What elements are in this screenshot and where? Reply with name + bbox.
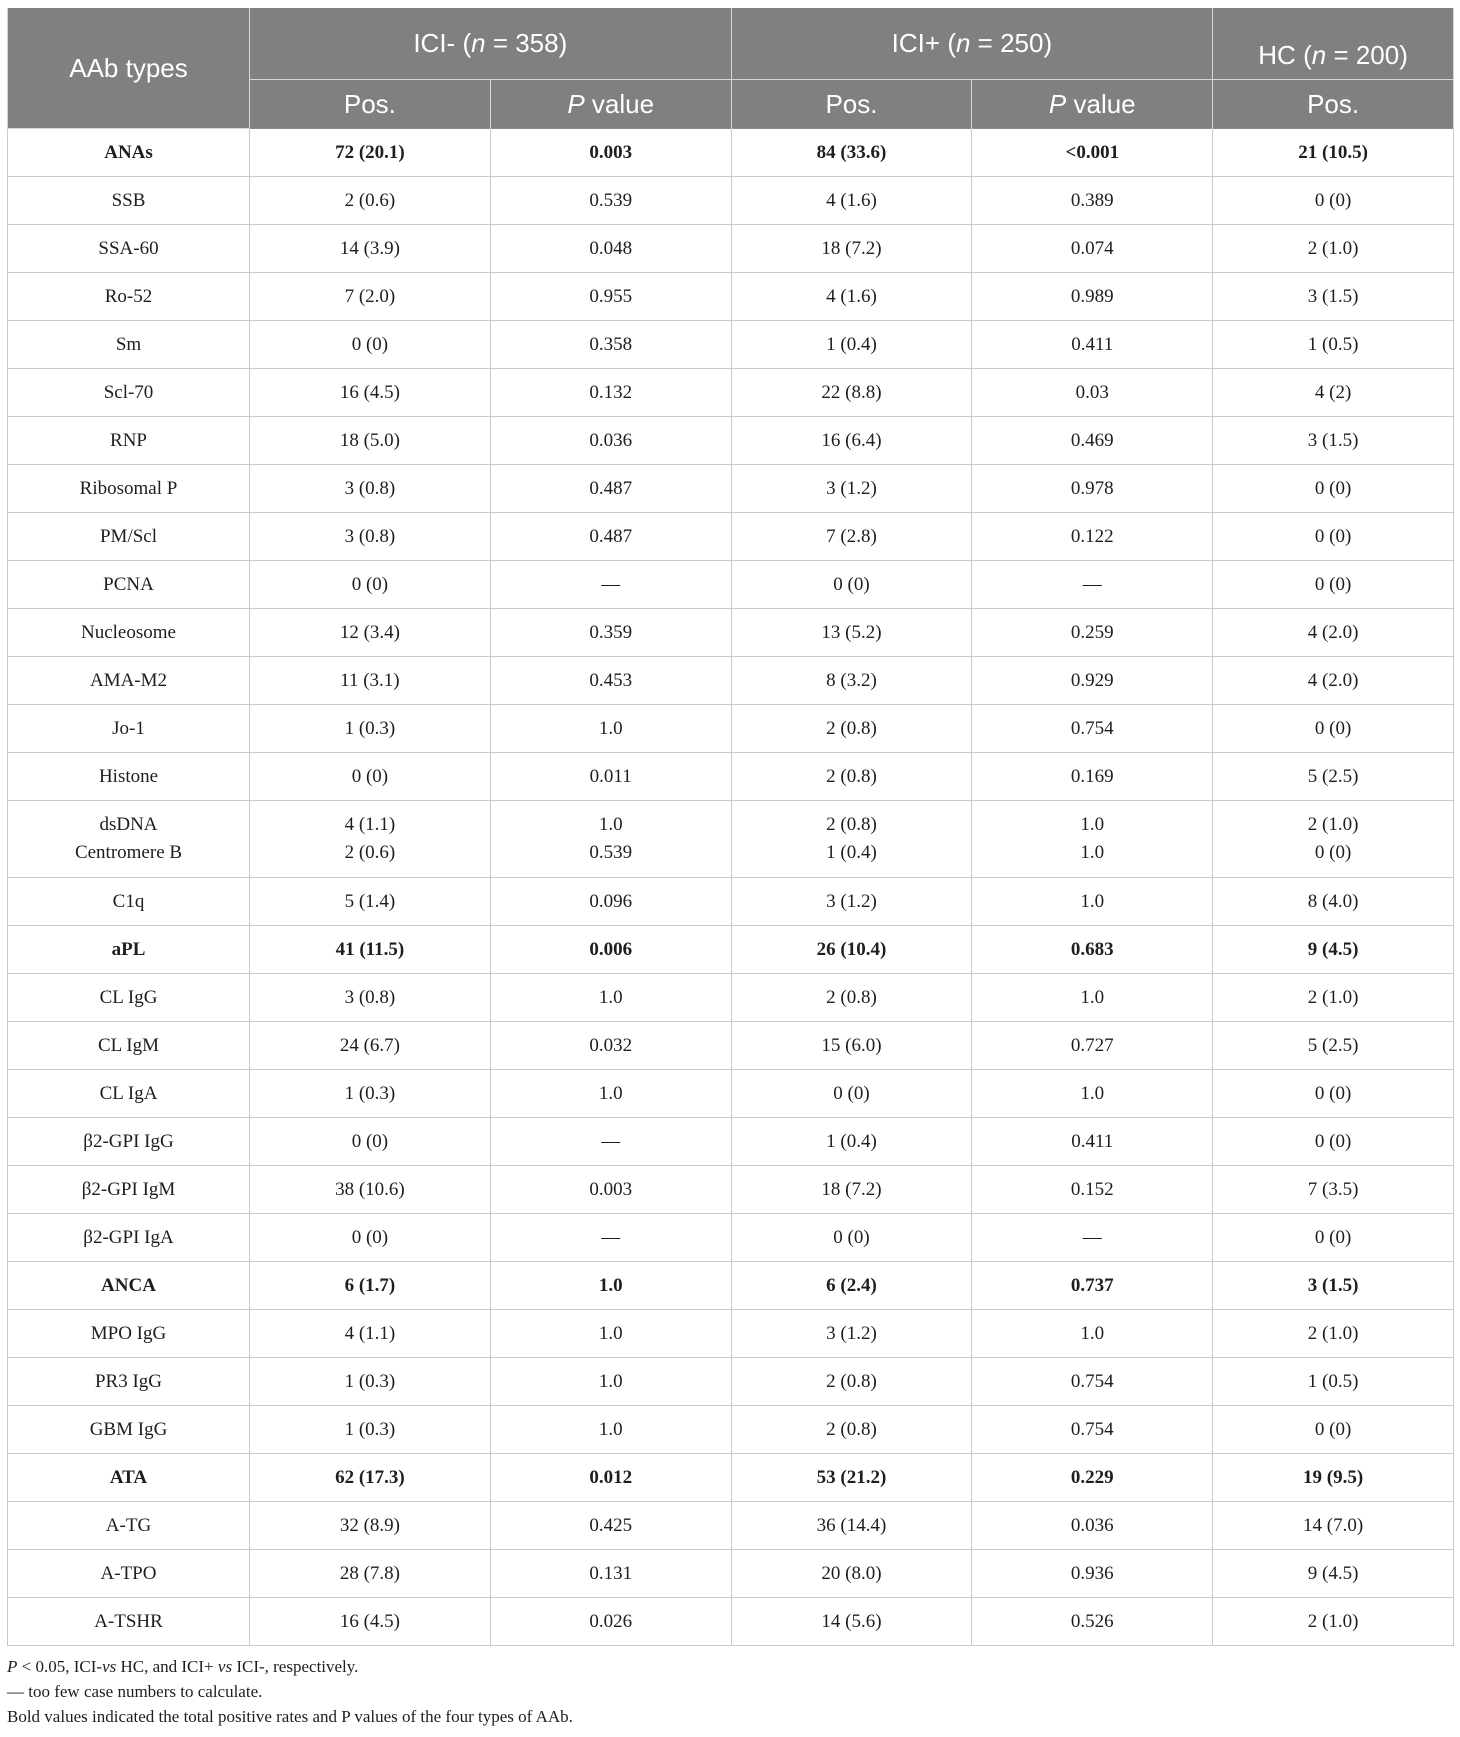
ici-pos-pos: 2 (0.8) <box>731 1406 972 1454</box>
ici-neg-pvalue: 0.453 <box>490 657 731 705</box>
ici-neg-pvalue: 0.425 <box>490 1502 731 1550</box>
table-row <box>8 878 1454 926</box>
ici-pos-pos: 36 (14.4) <box>731 1502 972 1550</box>
ici-pos-pvalue: 0.229 <box>972 1454 1213 1502</box>
cell-line: 1.0 <box>598 814 623 835</box>
ici-neg-pvalue: 0.487 <box>490 513 731 561</box>
ici-neg-pvalue: 0.003 <box>490 129 731 177</box>
ici-pos-pos: 16 (6.4) <box>731 417 972 465</box>
row-label: Nucleosome <box>8 609 250 657</box>
row-label: A-TPO <box>8 1550 250 1598</box>
hc-pos: 4 (2) <box>1213 369 1454 417</box>
row-label: PCNA <box>8 561 250 609</box>
row-label: Ro-52 <box>8 273 250 321</box>
row-label: A-TG <box>8 1502 250 1550</box>
ici-neg-pos: 14 (3.9) <box>250 225 491 273</box>
ici-neg-pos: 7 (2.0) <box>250 273 491 321</box>
hc-pos: 19 (9.5) <box>1213 1454 1454 1502</box>
hc-pos: 8 (4.0) <box>1213 878 1454 926</box>
row-label: Ribosomal P <box>8 465 250 513</box>
ici-pos-pvalue: 1.0 <box>972 974 1213 1022</box>
header-pos-ici-neg: Pos. <box>250 80 491 129</box>
hc-pos: 9 (4.5) <box>1213 926 1454 974</box>
row-label: β2-GPI IgM <box>8 1166 250 1214</box>
hc-pos: 0 (0) <box>1213 561 1454 609</box>
cell-line: 1.0 <box>1080 842 1105 863</box>
table-row <box>8 1406 1454 1454</box>
row-label: β2-GPI IgA <box>8 1214 250 1262</box>
ici-neg-pos: 38 (10.6) <box>250 1166 491 1214</box>
ici-pos-pos: 3 (1.2) <box>731 878 972 926</box>
table-row <box>8 1118 1454 1166</box>
table-row <box>8 609 1454 657</box>
ici-pos-pos: 53 (21.2) <box>731 1454 972 1502</box>
table-row <box>8 417 1454 465</box>
ici-pos-pos: 4 (1.6) <box>731 177 972 225</box>
ici-pos-pos: 13 (5.2) <box>731 609 972 657</box>
ici-neg-pvalue: — <box>490 1118 731 1166</box>
ici-neg-pos: 62 (17.3) <box>250 1454 491 1502</box>
row-label: PM/Scl <box>8 513 250 561</box>
ici-pos-pvalue: 0.411 <box>972 1118 1213 1166</box>
table-row <box>8 1262 1454 1310</box>
ici-neg-pvalue: 1.0 <box>490 705 731 753</box>
ici-pos-pvalue: 0.469 <box>972 417 1213 465</box>
ici-neg-pvalue: 0.036 <box>490 417 731 465</box>
table-row <box>8 705 1454 753</box>
row-label: A-TSHR <box>8 1598 250 1646</box>
ici-pos-pos: 1 (0.4) <box>731 321 972 369</box>
ici-neg-pos: 11 (3.1) <box>250 657 491 705</box>
hc-pos: 14 (7.0) <box>1213 1502 1454 1550</box>
hc-pos: 0 (0) <box>1213 1070 1454 1118</box>
table-row <box>8 321 1454 369</box>
ici-pos-pos: 2 (0.8) <box>731 1358 972 1406</box>
ici-pos-pos: 4 (1.6) <box>731 273 972 321</box>
ici-neg-pvalue: 1.0 <box>490 974 731 1022</box>
footnote-bold-values: Bold values indicated the total positive rates and P values of the four types of AAb. <box>7 1707 573 1726</box>
header-pvalue-ici-neg: P value <box>490 80 731 129</box>
ici-neg-pos: 5 (1.4) <box>250 878 491 926</box>
ici-neg-pvalue: — <box>490 1214 731 1262</box>
hc-pos: 21 (10.5) <box>1213 129 1454 177</box>
row-label: CL IgM <box>8 1022 250 1070</box>
row-label: ATA <box>8 1454 250 1502</box>
header-group-hc: HC (n = 200) <box>1213 8 1454 80</box>
ici-pos-pos: 18 (7.2) <box>731 1166 972 1214</box>
ici-neg-pvalue: 1.0 <box>490 1310 731 1358</box>
row-label: MPO IgG <box>8 1310 250 1358</box>
ici-pos-pos: 0 (0) <box>731 1214 972 1262</box>
ici-pos-pos: 3 (1.2) <box>731 465 972 513</box>
row-label: ANAs <box>8 129 250 177</box>
header-pos-ici-pos: Pos. <box>731 80 972 129</box>
ici-neg-pvalue: 0.131 <box>490 1550 731 1598</box>
ici-neg-pvalue: 1.0 <box>490 1262 731 1310</box>
row-label: SSA-60 <box>8 225 250 273</box>
table-header <box>8 8 1454 129</box>
ici-neg-pvalue <box>490 801 731 878</box>
table-row <box>8 225 1454 273</box>
cell-line: 2 (0.8) <box>826 814 877 835</box>
table-row <box>8 1070 1454 1118</box>
ici-pos-pvalue: 0.754 <box>972 1406 1213 1454</box>
ici-pos-pos: 2 (0.8) <box>731 753 972 801</box>
hc-pos: 0 (0) <box>1213 705 1454 753</box>
cell-line: 4 (1.1) <box>344 814 396 835</box>
ici-neg-pos: 18 (5.0) <box>250 417 491 465</box>
ici-neg-pvalue: 0.012 <box>490 1454 731 1502</box>
table-container <box>7 8 1453 1729</box>
ici-pos-pos: 2 (0.8) <box>731 705 972 753</box>
hc-pos: 0 (0) <box>1213 1214 1454 1262</box>
ici-pos-pos: 22 (8.8) <box>731 369 972 417</box>
ici-neg-pos: 4 (1.1) <box>250 1310 491 1358</box>
ici-pos-pvalue: 0.936 <box>972 1550 1213 1598</box>
ici-neg-pvalue: 1.0 <box>490 1358 731 1406</box>
row-label: Jo-1 <box>8 705 250 753</box>
ici-neg-pos: 24 (6.7) <box>250 1022 491 1070</box>
header-group-ici-pos: ICI+ (n = 250) <box>731 8 1213 80</box>
table-row <box>8 369 1454 417</box>
ici-pos-pos: 6 (2.4) <box>731 1262 972 1310</box>
header-group-ici-neg: ICI- (n = 358) <box>250 8 732 80</box>
ici-pos-pvalue: 1.0 <box>972 878 1213 926</box>
cell-line: dsDNA <box>99 814 158 835</box>
ici-neg-pvalue: 0.955 <box>490 273 731 321</box>
row-label: Sm <box>8 321 250 369</box>
hc-pos: 3 (1.5) <box>1213 1262 1454 1310</box>
ici-neg-pvalue: 0.026 <box>490 1598 731 1646</box>
table-row <box>8 1166 1454 1214</box>
row-label: β2-GPI IgG <box>8 1118 250 1166</box>
ici-neg-pvalue: 0.487 <box>490 465 731 513</box>
row-label: CL IgA <box>8 1070 250 1118</box>
hc-pos: 4 (2.0) <box>1213 609 1454 657</box>
row-label: CL IgG <box>8 974 250 1022</box>
hc-pos: 5 (2.5) <box>1213 1022 1454 1070</box>
ici-pos-pos: 15 (6.0) <box>731 1022 972 1070</box>
hc-pos: 4 (2.0) <box>1213 657 1454 705</box>
row-label: aPL <box>8 926 250 974</box>
row-label: Histone <box>8 753 250 801</box>
hc-pos <box>1213 801 1454 878</box>
hc-pos: 0 (0) <box>1213 177 1454 225</box>
ici-pos-pvalue: 0.411 <box>972 321 1213 369</box>
ici-pos-pvalue: 0.683 <box>972 926 1213 974</box>
ici-pos-pos: 7 (2.8) <box>731 513 972 561</box>
ici-neg-pvalue: 0.359 <box>490 609 731 657</box>
hc-pos: 0 (0) <box>1213 465 1454 513</box>
table-row <box>8 561 1454 609</box>
table-body <box>8 129 1454 1646</box>
ici-pos-pvalue: 0.169 <box>972 753 1213 801</box>
hc-pos: 0 (0) <box>1213 513 1454 561</box>
ici-neg-pvalue: 1.0 <box>490 1406 731 1454</box>
table-row <box>8 177 1454 225</box>
footnote-segment: vs <box>217 1657 233 1676</box>
ici-pos-pos: 8 (3.2) <box>731 657 972 705</box>
row-label: Scl-70 <box>8 369 250 417</box>
ici-pos-pvalue: 0.526 <box>972 1598 1213 1646</box>
cell-line: 2 (0.6) <box>344 842 396 863</box>
ici-pos-pos: 0 (0) <box>731 561 972 609</box>
footnote-significance <box>7 1654 1453 1679</box>
ici-pos-pvalue: 1.0 <box>972 1310 1213 1358</box>
row-label: GBM IgG <box>8 1406 250 1454</box>
hc-pos: 2 (1.0) <box>1213 1310 1454 1358</box>
header-pvalue-ici-pos: P value <box>972 80 1213 129</box>
ici-neg-pos: 0 (0) <box>250 753 491 801</box>
ici-neg-pos: 28 (7.8) <box>250 1550 491 1598</box>
ici-neg-pvalue: 1.0 <box>490 1070 731 1118</box>
table-row <box>8 1358 1454 1406</box>
hc-pos: 3 (1.5) <box>1213 417 1454 465</box>
ici-pos-pvalue: 0.03 <box>972 369 1213 417</box>
header-aab-types: AAb types <box>8 8 250 129</box>
ici-pos-pvalue: 0.122 <box>972 513 1213 561</box>
ici-neg-pos: 6 (1.7) <box>250 1262 491 1310</box>
ici-pos-pos: 14 (5.6) <box>731 1598 972 1646</box>
ici-neg-pos: 3 (0.8) <box>250 974 491 1022</box>
ici-pos-pos: 26 (10.4) <box>731 926 972 974</box>
table-row <box>8 657 1454 705</box>
ici-neg-pos: 2 (0.6) <box>250 177 491 225</box>
row-label: SSB <box>8 177 250 225</box>
hc-pos: 0 (0) <box>1213 1118 1454 1166</box>
table-row-combined <box>8 801 1454 878</box>
ici-pos-pvalue: 0.152 <box>972 1166 1213 1214</box>
ici-neg-pvalue: 0.539 <box>490 177 731 225</box>
ici-pos-pvalue: 0.754 <box>972 1358 1213 1406</box>
ici-neg-pvalue: 0.358 <box>490 321 731 369</box>
ici-pos-pvalue <box>972 801 1213 878</box>
ici-neg-pos: 1 (0.3) <box>250 1406 491 1454</box>
header-pos-hc: Pos. <box>1213 80 1454 129</box>
hc-pos: 2 (1.0) <box>1213 1598 1454 1646</box>
row-label: C1q <box>8 878 250 926</box>
ici-pos-pvalue: 0.036 <box>972 1502 1213 1550</box>
ici-pos-pos: 20 (8.0) <box>731 1550 972 1598</box>
ici-neg-pos: 0 (0) <box>250 561 491 609</box>
table-row <box>8 129 1454 177</box>
ici-pos-pvalue: — <box>972 561 1213 609</box>
cell-line: 1 (0.4) <box>826 842 877 863</box>
ici-neg-pos: 1 (0.3) <box>250 705 491 753</box>
autoantibody-table <box>7 8 1454 1646</box>
ici-neg-pvalue: 0.096 <box>490 878 731 926</box>
table-row <box>8 513 1454 561</box>
table-row <box>8 926 1454 974</box>
footnote-segment: vs <box>102 1657 117 1676</box>
ici-neg-pos: 3 (0.8) <box>250 513 491 561</box>
row-label: ANCA <box>8 1262 250 1310</box>
row-label: RNP <box>8 417 250 465</box>
ici-neg-pos: 3 (0.8) <box>250 465 491 513</box>
ici-neg-pos: 72 (20.1) <box>250 129 491 177</box>
ici-neg-pos: 16 (4.5) <box>250 1598 491 1646</box>
ici-pos-pvalue: <0.001 <box>972 129 1213 177</box>
ici-pos-pos: 3 (1.2) <box>731 1310 972 1358</box>
row-label: PR3 IgG <box>8 1358 250 1406</box>
hc-pos: 7 (3.5) <box>1213 1166 1454 1214</box>
ici-pos-pvalue: — <box>972 1214 1213 1262</box>
cell-line: 0.539 <box>589 842 633 863</box>
table-row <box>8 974 1454 1022</box>
hc-pos: 3 (1.5) <box>1213 273 1454 321</box>
ici-pos-pvalue: 0.989 <box>972 273 1213 321</box>
table-row <box>8 1310 1454 1358</box>
row-label <box>8 801 250 878</box>
ici-neg-pvalue: 0.032 <box>490 1022 731 1070</box>
ici-neg-pos: 16 (4.5) <box>250 369 491 417</box>
table-row <box>8 753 1454 801</box>
ici-pos-pos: 1 (0.4) <box>731 1118 972 1166</box>
table-row <box>8 1502 1454 1550</box>
table-row <box>8 1598 1454 1646</box>
ici-neg-pos <box>250 801 491 878</box>
ici-neg-pos: 12 (3.4) <box>250 609 491 657</box>
ici-neg-pos: 0 (0) <box>250 1214 491 1262</box>
ici-neg-pvalue: 0.011 <box>490 753 731 801</box>
row-label: AMA-M2 <box>8 657 250 705</box>
ici-neg-pos: 0 (0) <box>250 321 491 369</box>
ici-pos-pvalue: 0.929 <box>972 657 1213 705</box>
ici-pos-pos: 0 (0) <box>731 1070 972 1118</box>
ici-neg-pvalue: 0.048 <box>490 225 731 273</box>
ici-neg-pvalue: 0.132 <box>490 369 731 417</box>
ici-neg-pos: 32 (8.9) <box>250 1502 491 1550</box>
cell-line: 2 (1.0) <box>1307 814 1359 835</box>
ici-pos-pvalue: 0.978 <box>972 465 1213 513</box>
ici-pos-pos: 2 (0.8) <box>731 974 972 1022</box>
cell-line: Centromere B <box>74 842 183 863</box>
ici-pos-pos: 84 (33.6) <box>731 129 972 177</box>
table-row <box>8 465 1454 513</box>
ici-neg-pos: 41 (11.5) <box>250 926 491 974</box>
hc-pos: 2 (1.0) <box>1213 974 1454 1022</box>
hc-pos: 5 (2.5) <box>1213 753 1454 801</box>
ici-pos-pvalue: 1.0 <box>972 1070 1213 1118</box>
footnote-segment: HC, and ICI+ <box>116 1657 218 1676</box>
table-row <box>8 1214 1454 1262</box>
table-row <box>8 273 1454 321</box>
hc-pos: 0 (0) <box>1213 1406 1454 1454</box>
ici-neg-pvalue: — <box>490 561 731 609</box>
hc-pos: 1 (0.5) <box>1213 1358 1454 1406</box>
ici-neg-pvalue: 0.003 <box>490 1166 731 1214</box>
ici-pos-pos: 18 (7.2) <box>731 225 972 273</box>
ici-neg-pos: 1 (0.3) <box>250 1358 491 1406</box>
footnote-segment: < 0.05, ICI- <box>17 1657 103 1676</box>
footnote-segment: P <box>7 1657 18 1676</box>
ici-pos-pvalue: 0.259 <box>972 609 1213 657</box>
table-footnotes <box>7 1654 1453 1729</box>
ici-pos-pvalue: 0.389 <box>972 177 1213 225</box>
table-row <box>8 1022 1454 1070</box>
ici-neg-pvalue: 0.006 <box>490 926 731 974</box>
ici-pos-pvalue: 0.074 <box>972 225 1213 273</box>
ici-neg-pos: 0 (0) <box>250 1118 491 1166</box>
ici-pos-pvalue: 0.727 <box>972 1022 1213 1070</box>
ici-neg-pos: 1 (0.3) <box>250 1070 491 1118</box>
ici-pos-pvalue: 0.737 <box>972 1262 1213 1310</box>
cell-line: 0 (0) <box>1314 842 1352 863</box>
cell-line: 1.0 <box>1080 814 1105 835</box>
table-row <box>8 1550 1454 1598</box>
ici-pos-pos <box>731 801 972 878</box>
footnote-segment: ICI-, respectively. <box>232 1657 359 1676</box>
ici-pos-pvalue: 0.754 <box>972 705 1213 753</box>
footnote-dash: — too few case numbers to calculate. <box>7 1682 263 1701</box>
table-row <box>8 1454 1454 1502</box>
hc-pos: 2 (1.0) <box>1213 225 1454 273</box>
hc-pos: 1 (0.5) <box>1213 321 1454 369</box>
hc-pos: 9 (4.5) <box>1213 1550 1454 1598</box>
